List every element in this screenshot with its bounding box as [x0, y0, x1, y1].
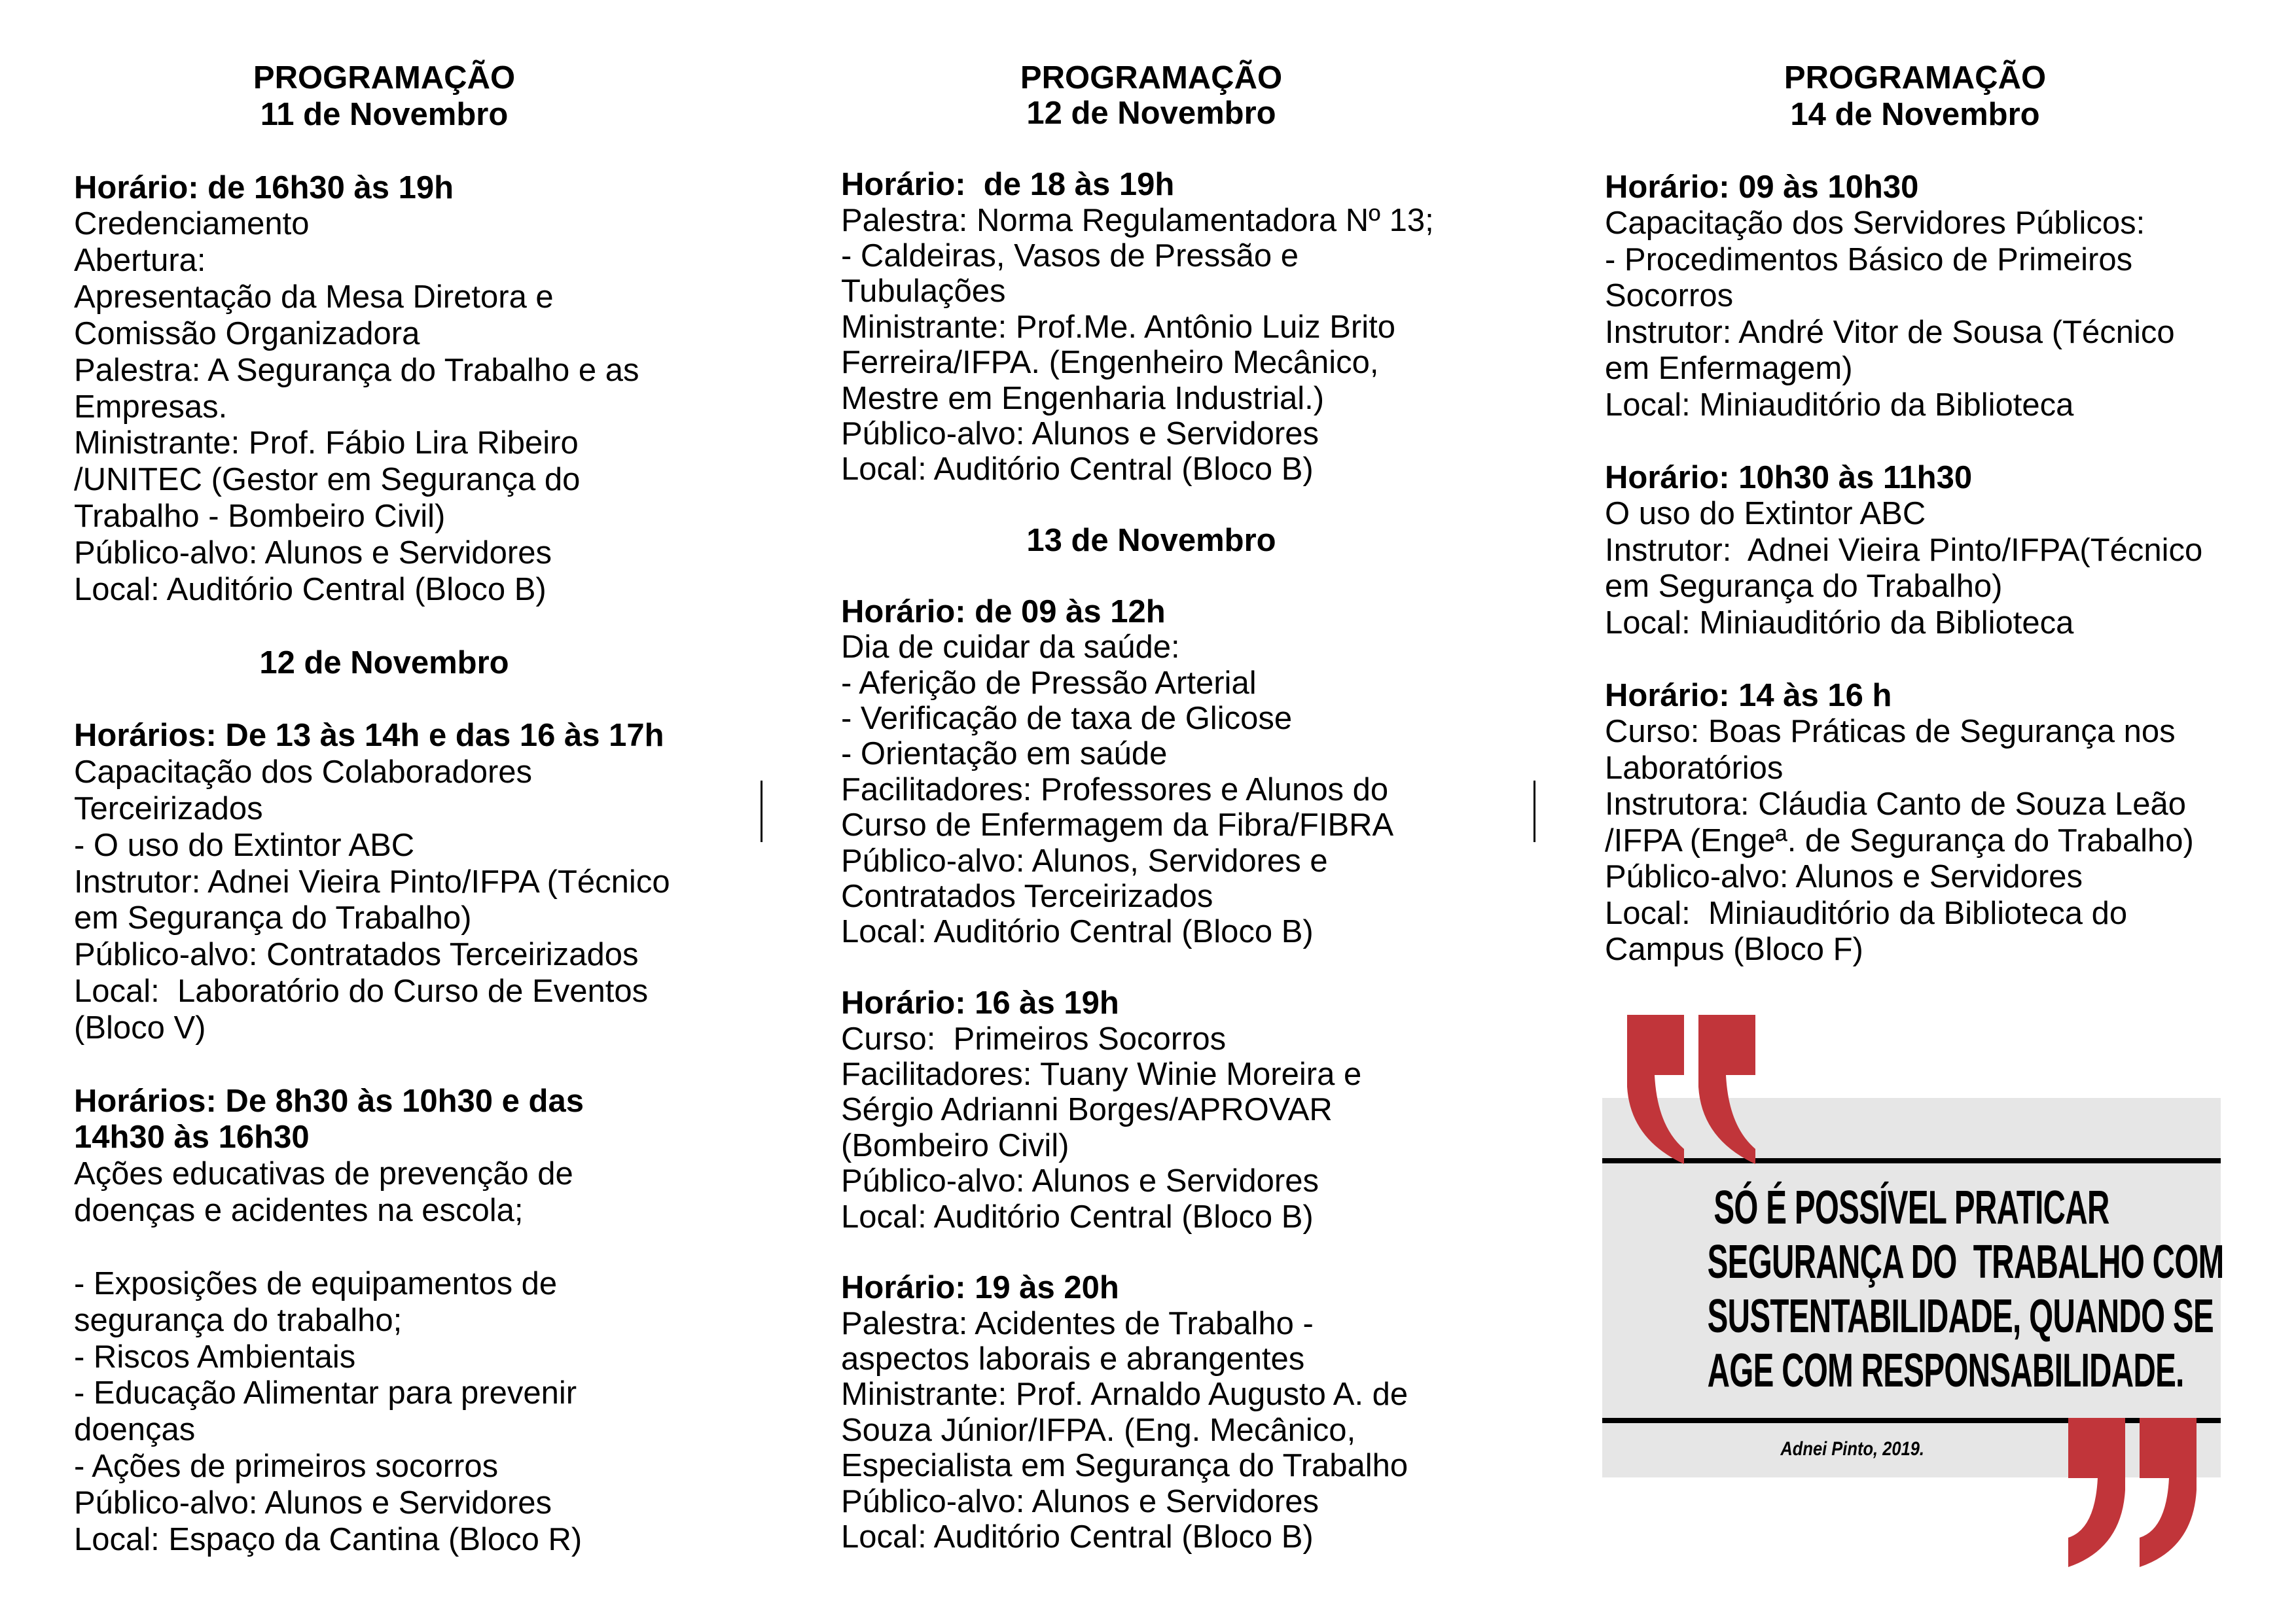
program-column-nov-14 [1605, 60, 2225, 968]
schedule-time: Horário: 14 às 16 h [1605, 677, 1892, 713]
section-heading: 11 de Novembro [260, 96, 509, 132]
schedule-detail: Curso de Enfermagem da Fibra/FIBRA [841, 807, 1394, 843]
schedule-detail: Dia de cuidar da saúde: [841, 629, 1180, 665]
spacer [74, 609, 694, 645]
schedule-time: Horário: 09 às 10h30 [1605, 169, 1919, 205]
section-heading: 12 de Novembro [1026, 96, 1276, 132]
schedule-detail: Palestra: Norma Regulamentadora Nº 13; [841, 202, 1434, 238]
schedule-time: Horário: de 09 às 12h [841, 593, 1166, 629]
schedule-detail: Laboratórios [1605, 750, 1784, 786]
schedule-detail: Local: Auditório Central (Bloco B) [841, 914, 1314, 950]
schedule-detail: Local: Auditório Central (Bloco B) [841, 1199, 1314, 1235]
schedule-detail: - Procedimentos Básico de Primeiros [1605, 241, 2133, 277]
schedule-detail: (Bloco V) [74, 1010, 206, 1046]
schedule-detail: Palestra: A Segurança do Trabalho e as [74, 352, 639, 388]
section-heading: PROGRAMAÇÃO [1784, 60, 2047, 96]
quote-line: SUSTENTABILIDADE, QUANDO SE [1707, 1290, 2214, 1343]
schedule-detail: Local: Espaço da Cantina (Bloco R) [74, 1521, 583, 1557]
schedule-detail: doenças e acidentes na escola; [74, 1193, 524, 1229]
schedule-detail: aspectos laborais e abrangentes [841, 1341, 1305, 1377]
schedule-detail: Credenciamento [74, 206, 310, 242]
schedule-detail: Público-alvo: Alunos, Servidores e [841, 843, 1328, 879]
schedule-detail: Público-alvo: Alunos e Servidores [74, 1485, 552, 1521]
fold-divider-right [1534, 781, 1535, 842]
quote-attribution: Adnei Pinto, 2019. [1780, 1438, 1925, 1460]
schedule-detail: Público-alvo: Alunos e Servidores [841, 415, 1319, 451]
schedule-detail: Comissão Organizadora [74, 315, 420, 351]
quote-attribution-wrap [1602, 1438, 2221, 1460]
schedule-time: Horários: De 8h30 às 10h30 e das [74, 1083, 584, 1119]
open-quote-icon [1627, 1015, 1758, 1164]
schedule-detail: Ferreira/IFPA. (Engenheiro Mecânico, [841, 345, 1379, 381]
schedule-detail: Mestre em Engenharia Industrial.) [841, 380, 1325, 416]
schedule-detail: Capacitação dos Colaboradores [74, 754, 533, 790]
schedule-detail: - Exposições de equipamentos de [74, 1265, 558, 1301]
schedule-detail: - Verificação de taxa de Glicose [841, 701, 1293, 737]
section-heading: PROGRAMAÇÃO [253, 60, 516, 96]
schedule-detail: em Enfermagem) [1605, 351, 1853, 386]
schedule-detail: Público-alvo: Alunos e Servidores [841, 1483, 1319, 1519]
spacer [1605, 641, 2225, 678]
schedule-detail: Contratados Terceirizados [841, 878, 1213, 914]
schedule-time: 14h30 às 16h30 [74, 1120, 310, 1156]
schedule-detail: Socorros [1605, 278, 1734, 313]
schedule-time: Horário: 19 às 20h [841, 1270, 1119, 1306]
open-quote-mark-left [1627, 1015, 1684, 1164]
quote-line: SEGURANÇA DO TRABALHO COM [1707, 1236, 2224, 1288]
schedule-detail: Local: Auditório Central (Bloco B) [841, 451, 1314, 487]
schedule-detail: Tubulações [841, 274, 1006, 309]
schedule-detail: Público-alvo: Alunos e Servidores [1605, 859, 2083, 894]
spacer [1605, 423, 2225, 460]
schedule-detail: Instrutor: Adnei Vieira Pinto/IFPA (Técnico [74, 864, 670, 900]
open-quote-mark-right [1698, 1015, 1755, 1164]
schedule-detail: Local: Laboratório do Curso de Eventos [74, 974, 649, 1010]
schedule-detail: Terceirizados [74, 790, 263, 826]
schedule-time: Horário: de 18 às 19h [841, 167, 1175, 203]
schedule-detail: /IFPA (Engeª. de Segurança do Trabalho) [1605, 822, 2194, 858]
schedule-detail: Especialista em Segurança do Trabalho [841, 1448, 1408, 1484]
section-heading: 13 de Novembro [1026, 523, 1276, 559]
quote-text [1602, 1181, 2224, 1398]
quote-line: AGE COM RESPONSABILIDADE. [1707, 1345, 2184, 1397]
schedule-detail: Público-alvo: Alunos e Servidores [841, 1163, 1319, 1199]
schedule-detail: Local: Miniauditório da Biblioteca [1605, 387, 2074, 423]
schedule-detail: Facilitadores: Professores e Alunos do [841, 771, 1389, 807]
section-heading: 12 de Novembro [259, 644, 509, 680]
schedule-detail: em Segurança do Trabalho) [74, 900, 472, 936]
program-column-nov-12-13 [841, 60, 1462, 1555]
schedule-detail: doenças [74, 1412, 196, 1448]
schedule-detail: - Ações de primeiros socorros [74, 1449, 499, 1485]
spacer [841, 558, 1462, 593]
spacer [74, 681, 694, 718]
spacer [74, 133, 694, 170]
schedule-detail: Ações educativas de prevenção de [74, 1156, 573, 1192]
schedule-detail: /UNITEC (Gestor em Segurança do [74, 462, 581, 498]
spacer [841, 487, 1462, 523]
schedule-detail: Local: Auditório Central (Bloco B) [841, 1519, 1314, 1555]
schedule-detail: Trabalho - Bombeiro Civil) [74, 499, 446, 535]
schedule-detail: Ministrante: Prof. Fábio Lira Ribeiro [74, 425, 579, 461]
schedule-detail: Empresas. [74, 389, 228, 425]
program-column-nov-11-12 [74, 60, 694, 1559]
spacer [841, 132, 1462, 167]
spacer [74, 1047, 694, 1084]
schedule-detail: Instrutor: Adnei Vieira Pinto/IFPA(Técnico [1605, 532, 2203, 568]
schedule-detail: Souza Júnior/IFPA. (Eng. Mecânico, [841, 1412, 1356, 1448]
schedule-detail: Sérgio Adrianni Borges/APROVAR [841, 1092, 1333, 1128]
schedule-detail: em Segurança do Trabalho) [1605, 569, 2003, 604]
schedule-time: Horários: De 13 às 14h e das 16 às 17h [74, 718, 664, 754]
schedule-detail: - Riscos Ambientais [74, 1339, 356, 1375]
schedule-detail: Apresentação da Mesa Diretora e [74, 279, 554, 315]
spacer [1605, 133, 2225, 169]
schedule-detail: Facilitadores: Tuany Winie Moreira e [841, 1056, 1362, 1092]
schedule-detail: - Aferição de Pressão Arterial [841, 665, 1257, 701]
schedule-time: Horário: 16 às 19h [841, 985, 1119, 1021]
schedule-time: Horário: de 16h30 às 19h [74, 169, 454, 205]
schedule-detail: Instrutor: André Vitor de Sousa (Técnico [1605, 314, 2175, 350]
section-heading: PROGRAMAÇÃO [1020, 60, 1283, 96]
schedule-detail: (Bombeiro Civil) [841, 1127, 1069, 1163]
schedule-detail: Local: Auditório Central (Bloco B) [74, 571, 547, 607]
schedule-detail: - Orientação em saúde [841, 736, 1168, 772]
schedule-detail: - O uso do Extintor ABC [74, 827, 415, 863]
schedule-detail: Palestra: Acidentes de Trabalho - [841, 1305, 1314, 1341]
schedule-detail: Capacitação dos Servidores Públicos: [1605, 205, 2145, 241]
schedule-detail: Público-alvo: Contratados Terceirizados [74, 937, 639, 973]
schedule-detail: Ministrante: Prof. Arnaldo Augusto A. de [841, 1377, 1408, 1413]
schedule-detail: O uso do Extintor ABC [1605, 496, 1926, 531]
schedule-time: Horário: 10h30 às 11h30 [1605, 459, 1973, 495]
schedule-detail: Público-alvo: Alunos e Servidores [74, 535, 552, 571]
spacer [74, 1229, 694, 1266]
schedule-detail: segurança do trabalho; [74, 1302, 403, 1338]
schedule-detail: Local: Miniauditório da Biblioteca [1605, 605, 2074, 641]
schedule-detail: Curso: Primeiros Socorros [841, 1021, 1227, 1057]
schedule-detail: - Educação Alimentar para prevenir [74, 1375, 577, 1411]
spacer [841, 1235, 1462, 1270]
spacer [841, 950, 1462, 985]
schedule-detail: Campus (Bloco F) [1605, 932, 1863, 967]
schedule-detail: Local: Miniauditório da Biblioteca do [1605, 895, 2128, 931]
schedule-detail: Ministrante: Prof.Me. Antônio Luiz Brito [841, 309, 1395, 345]
fold-divider-left [761, 781, 762, 842]
schedule-detail: Abertura: [74, 243, 206, 279]
quote-line: SÓ É POSSÍVEL PRATICAR [1713, 1182, 2109, 1234]
schedule-detail: Curso: Boas Práticas de Segurança nos [1605, 714, 2176, 749]
schedule-detail: Instrutora: Cláudia Canto de Souza Leão [1605, 786, 2187, 822]
section-heading: 14 de Novembro [1790, 96, 2040, 132]
schedule-detail: - Caldeiras, Vasos de Pressão e [841, 238, 1299, 274]
